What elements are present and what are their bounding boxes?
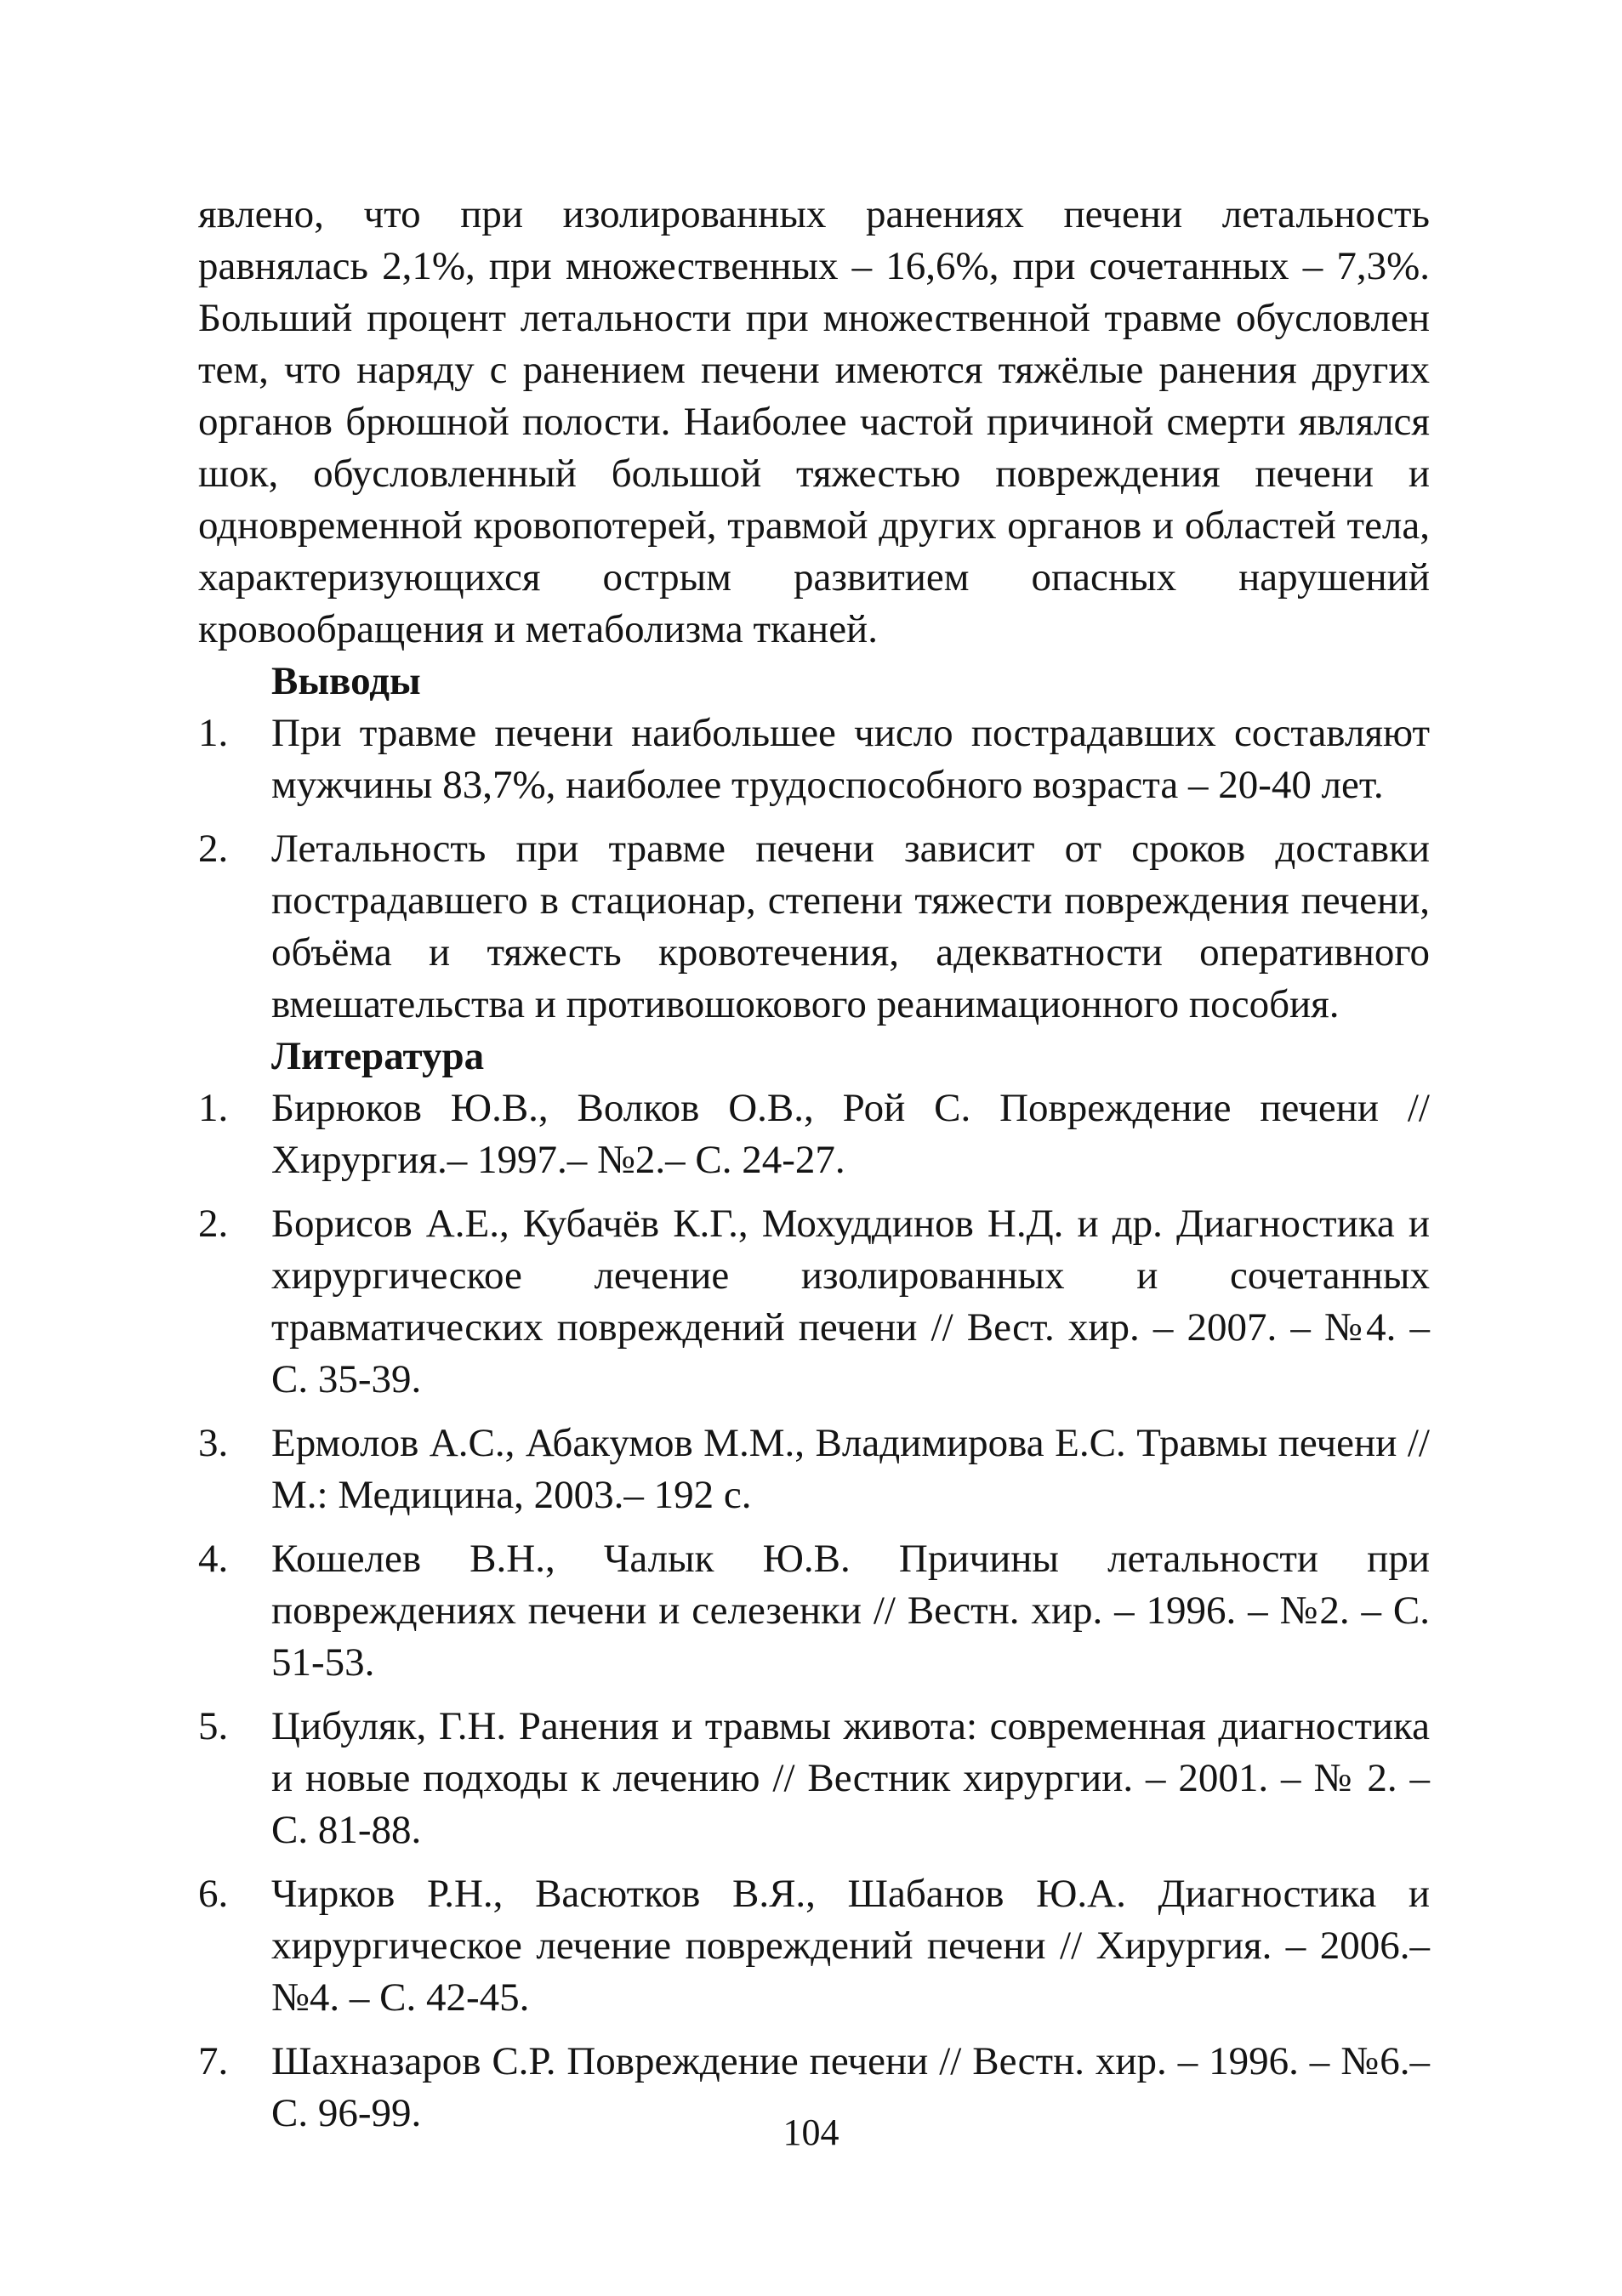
reference-item — [198, 1533, 1430, 1689]
reference-text: Чирков Р.Н., Васютков В.Я., Шабанов Ю.А. Диагностика и хирургическое лечение повреждений печени // Хирургия. – 2006.– №4. – С. 42-45. — [271, 1872, 1430, 2020]
list-item — [198, 823, 1430, 1031]
item-number: 1. — [198, 711, 229, 755]
conclusions-list — [198, 708, 1430, 1031]
reference-item — [198, 1418, 1430, 1521]
reference-item — [198, 1701, 1430, 1856]
page-content — [198, 189, 1430, 2140]
reference-item — [198, 1083, 1430, 1186]
item-number: 1. — [198, 1086, 229, 1130]
reference-item — [198, 1868, 1430, 2024]
item-number: 4. — [198, 1537, 229, 1581]
item-text: Летальность при травме печени зависит от сроков доставки пострадавшего в стационар, степени тяжести повреждения печени, объёма и тяжесть кровотечения, адекватности оперативного вмешательства и противошокового реанимационного пособия. — [271, 827, 1430, 1026]
reference-text: Бирюков Ю.В., Волков О.В., Рой С. Повреждение печени // Хирургия.– 1997.– №2.– С. 24-27. — [271, 1086, 1430, 1182]
item-number: 5. — [198, 1704, 229, 1748]
item-number: 2. — [198, 827, 229, 871]
conclusions-heading: Выводы — [271, 659, 421, 703]
references-heading: Литература — [271, 1034, 485, 1078]
reference-text: Шахназаров С.Р. Повреждение печени // Вестн. хир. – 1996. – №6.– С. 96-99. — [271, 2039, 1430, 2135]
intro-paragraph: явлено, что при изолированных ранениях печени летальность равнялась 2,1%, при множественных – 16,6%, при сочетанных – 7,3%. Больший процент летальности при множественной травме обусловлен тем, что наряду с ранением печени имеются тяжёлые ранения других органов брюшной полости. Наиболее частой причиной смерти являлся шок, обусловленный большой тяжестью повреждения печени и одновременной кровопотерей, травмой других органов и областей тела, характеризующихся острым развитием опасных нарушений кровообращения и метаболизма тканей. — [198, 192, 1430, 651]
item-number: 2. — [198, 1202, 229, 1246]
reference-text: Борисов А.Е., Кубачёв К.Г., Мохуддинов Н.Д. и др. Диагностика и хирургическое лечение изолированных и сочетанных травматических повреждений печени // Вест. хир. – 2007. – №4. – С. 35-39. — [271, 1202, 1430, 1401]
item-number: 7. — [198, 2039, 229, 2083]
page-number: 104 — [783, 2111, 839, 2153]
reference-item — [198, 1198, 1430, 1406]
reference-text: Цибуляк, Г.Н. Ранения и травмы живота: современная диагностика и новые подходы к лечению // Вестник хирургии. – 2001. – № 2. – С. 81-88. — [271, 1704, 1430, 1852]
item-number: 3. — [198, 1421, 229, 1465]
item-text: При травме печени наибольшее число пострадавших составляют мужчины 83,7%, наиболее трудоспособного возраста – 20-40 лет. — [271, 711, 1430, 807]
item-number: 6. — [198, 1872, 229, 1916]
references-list — [198, 1083, 1430, 2140]
reference-text: Ермолов А.С., Абакумов М.М., Владимирова Е.С. Травмы печени // М.: Медицина, 2003.– 192 с. — [271, 1421, 1430, 1517]
list-item — [198, 708, 1430, 811]
reference-text: Кошелев В.Н., Чалык Ю.В. Причины летальности при повреждениях печени и селезенки // Вестн. хир. – 1996. – №2. – С. 51-53. — [271, 1537, 1430, 1685]
